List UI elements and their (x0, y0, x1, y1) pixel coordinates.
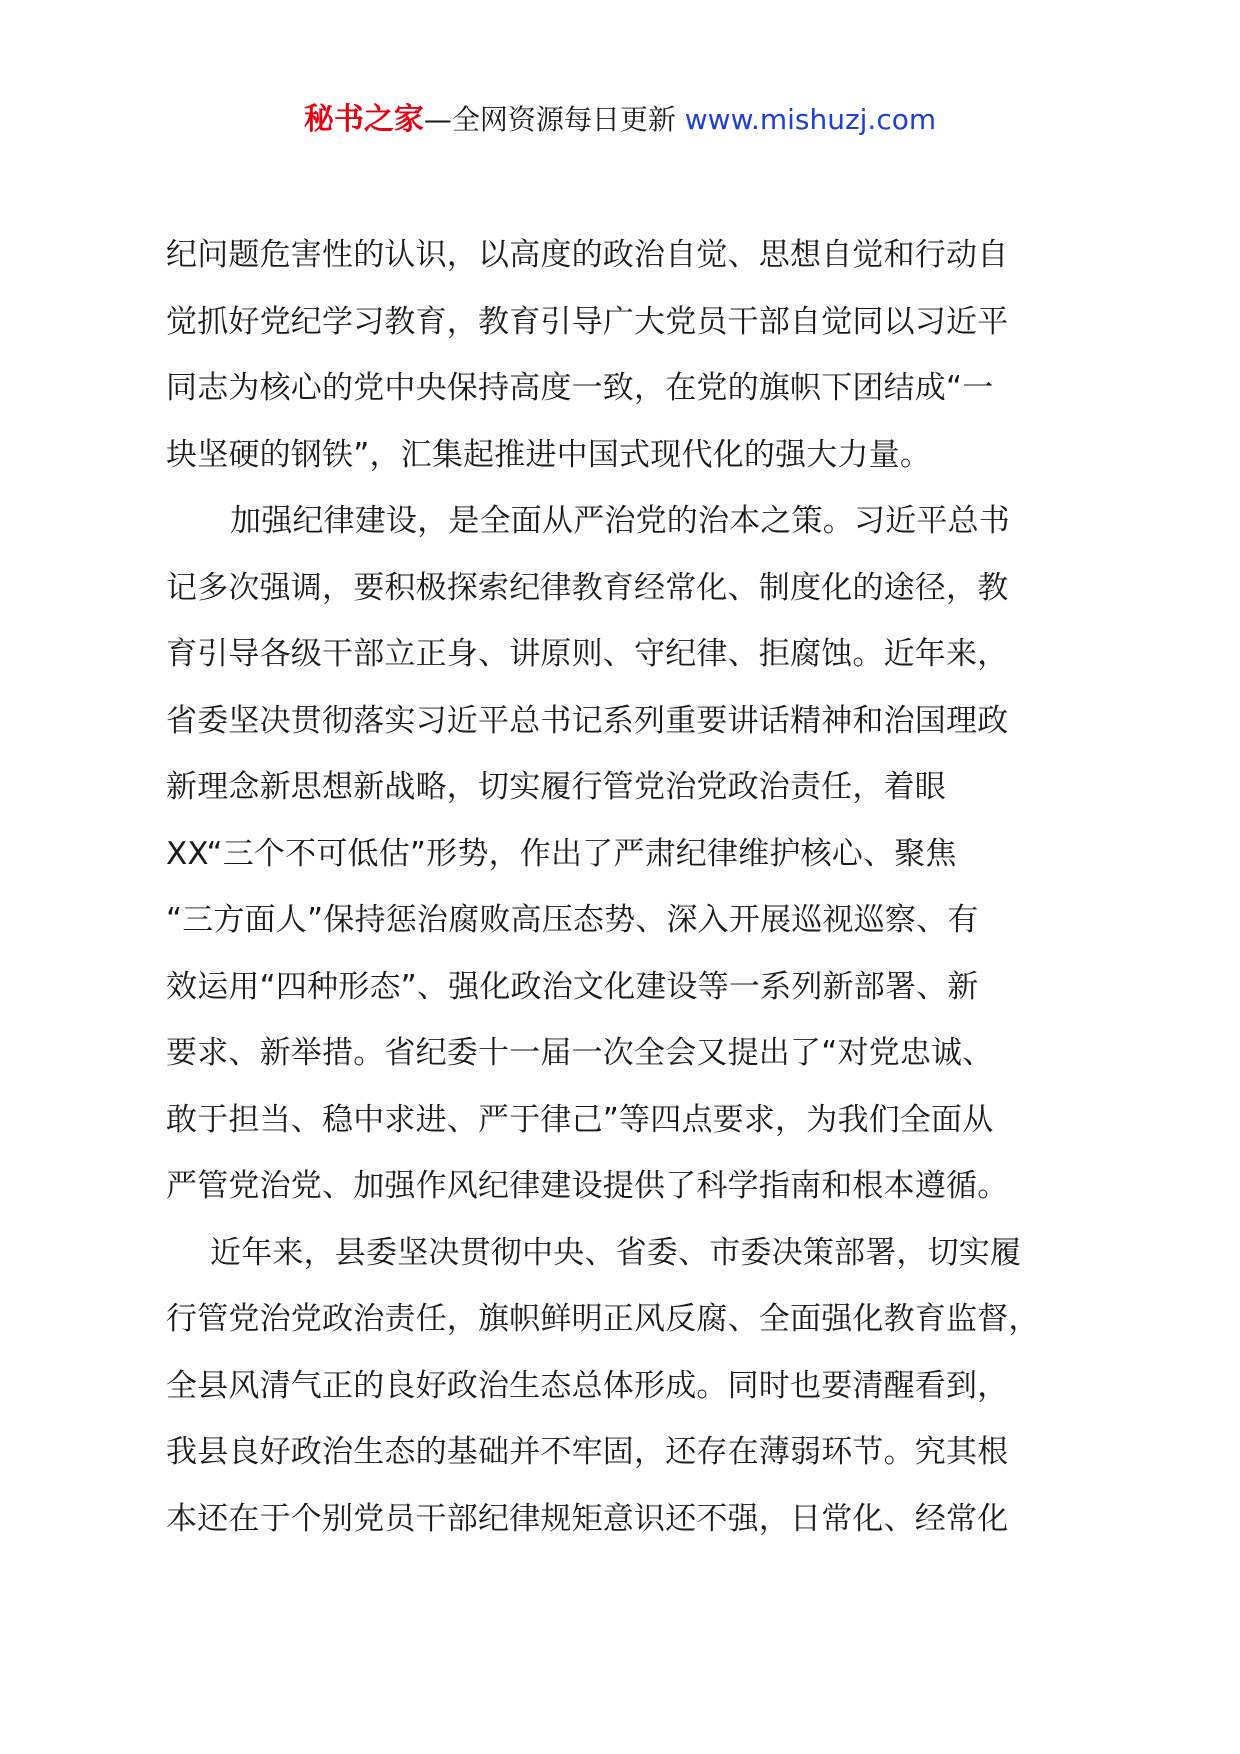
brand-name: 秘书之家 (303, 102, 424, 137)
text-line: 育引导各级干部立正身、讲原则、守纪律、拒腐蚀。近年来， (166, 636, 1009, 672)
text-line: 要求、新举措。省纪委十一届一次全会又提出了“对党忠诚、 (166, 1035, 994, 1071)
text-line: 纪问题危害性的认识，以高度的政治自觉、思想自觉和行动自 (166, 237, 1009, 273)
text-line: 效运用“四种形态”、强化政治文化建设等一系列新部署、新 (166, 968, 979, 1005)
text-line: 行管党治党政治责任，旗帜鲜明正风反腐、全面强化教育监督， (166, 1301, 1040, 1337)
text-line: 省委坚决贯彻落实习近平总书记系列重要讲话精神和治国理政 (166, 702, 1009, 739)
text-line: 严管党治党、加强作风纪律建设提供了科学指南和根本遵循。 (166, 1168, 1009, 1204)
text-line: 同志为核心的党中央保持高度一致，在党的旗帜下团结成“一 (166, 370, 994, 406)
document-body (166, 222, 1080, 1552)
text-line: 加强纪律建设，是全面从严治党的治本之策。习近平总书 (230, 503, 1010, 539)
site-header (0, 100, 1240, 140)
paragraph (166, 1220, 1080, 1553)
paragraph (166, 222, 1080, 488)
text-line: 近年来，县委坚决贯彻中央、省委、市委决策部署，切实履 (210, 1234, 1022, 1271)
text-line: 我县良好政治生态的基础并不牢固，还存在薄弱环节。究其根 (166, 1434, 1009, 1470)
text-line: 本还在于个别党员干部纪律规矩意识还不强，日常化、经常化 (166, 1500, 1009, 1537)
text-line: “三方面人”保持惩治腐败高压态势、深入开展巡视巡察、有 (166, 902, 979, 938)
text-line: 全县风清气正的良好政治生态总体形成。同时也要清醒看到， (166, 1367, 1009, 1404)
text-line: 敢于担当、稳中求进、严于律己”等四点要求，为我们全面从 (166, 1101, 994, 1138)
site-slogan: —全网资源每日更新 (423, 103, 676, 136)
text-line: 觉抓好党纪学习教育，教育引导广大党员干部自觉同以习近平 (166, 303, 1009, 340)
paragraph (166, 488, 1080, 1220)
text-line: 块坚硬的钢铁”，汇集起推进中国式现代化的强大力量。 (166, 436, 932, 473)
text-line: 新理念新思想新战略，切实履行管党治党政治责任，着眼 (166, 769, 946, 805)
site-url-link[interactable]: www.mishuzj.com (684, 103, 937, 136)
text-line: XX“三个不可低估”形势，作出了严肃纪律维护核心、聚焦 (166, 835, 957, 872)
text-line: 记多次强调，要积极探索纪律教育经常化、制度化的途径，教 (166, 569, 1009, 606)
